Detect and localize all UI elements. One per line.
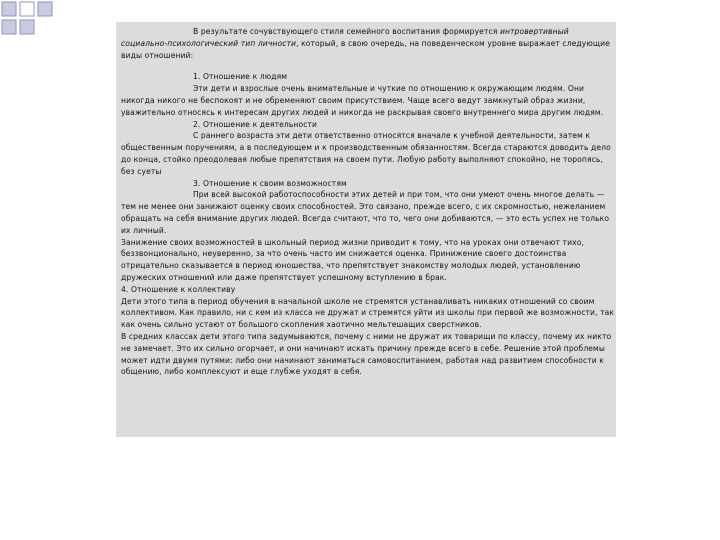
- intro-paragraph: [121, 26, 616, 61]
- intro-line: В результате сочувствующего стиля семейного воспитания формируется: [193, 27, 498, 36]
- section-1-text: Эти дети и взрослые очень внимательные и чуткие по отношению к окружающим людям. Они никогда никого не беспокоят и не обременяют своим присутствием. Чаще всего ведут замкнутый образ жизни, уважительно относясь к интересам других людей и никогда не раскрывая своего внутреннего мира другим людям.: [121, 84, 604, 117]
- checkered-grid-decoration: [0, 0, 64, 36]
- section-4-text-2: В средних классах дети этого типа задумываются, почему с ними не дружат их товарищи по классу, почему их никто не замечает. Это их сильно огорчает, и они начинают искать причину прежде всего в себе. Решение этой проблемы может идти двумя путями: либо они начинают заниматься самовоспитанием, работая над развитием способности к общению, либо комплексуют и еще глубже уходят в себя.: [121, 331, 612, 377]
- section-1-heading: 1. Отношение к людям: [193, 72, 288, 82]
- section-3-text: При всей высокой работоспособности этих детей и при том, что они умеют очень многое делать — тем не менее они занижают оценку своих способностей. Это связано, прежде всего, с их скромностью, нежеланием обращать на себя внимание других людей. Всегда считают, что то, чего они добиваются, — это есть успех не только их личный.: [121, 190, 610, 235]
- section-3-text-2: Занижение своих возможностей в школьный период жизни приводит к тому, что на уроках они отвечают тихо, беззвонционально, неуверенно, за что очень часто им снижается оценка. Принижение своего достоинства отрицательно сказывается в период юношества, что препятствует знакомству молодых людей, установлению дружеских отношений или даже препятствует успешному вступлению в брак.: [121, 237, 584, 282]
- document-body: [121, 26, 616, 378]
- section-3-heading: 3. Отношение к своим возможностям: [193, 178, 347, 188]
- section-4-text: Дети этого типа в период обучения в начальной школе не стремятся устанавливать никаких отношений со своим коллективом. Как правило, ни с кем из класса не дружат и стремятся уйти из школы при первой же возможности, так как очень сильно устают от большого скопления хаотично мельтешащих сверстников.: [121, 296, 615, 330]
- section-4-heading: 4. Отношение к коллективу: [121, 284, 236, 294]
- intro-italic-term: интровертивный социально-психологический тип личности: [121, 27, 569, 48]
- section-2-text: С раннего возраста эти дети ответственно относятся вначале к учебной деятельности, затем к общественным поручениям, а в последующем и к производственным обязанностям. Всегда стараются доводить дело до конца, стойко преодолевая любые препятствия на своем пути. Любую работу выполняют спокойно, не торопясь, без суеты: [121, 131, 611, 176]
- intro-rest: , который, в свою очередь, на поведенческом уровне выражает следующие виды отношений:: [121, 38, 610, 60]
- section-2-heading: 2. Отношение к деятельности: [193, 119, 318, 129]
